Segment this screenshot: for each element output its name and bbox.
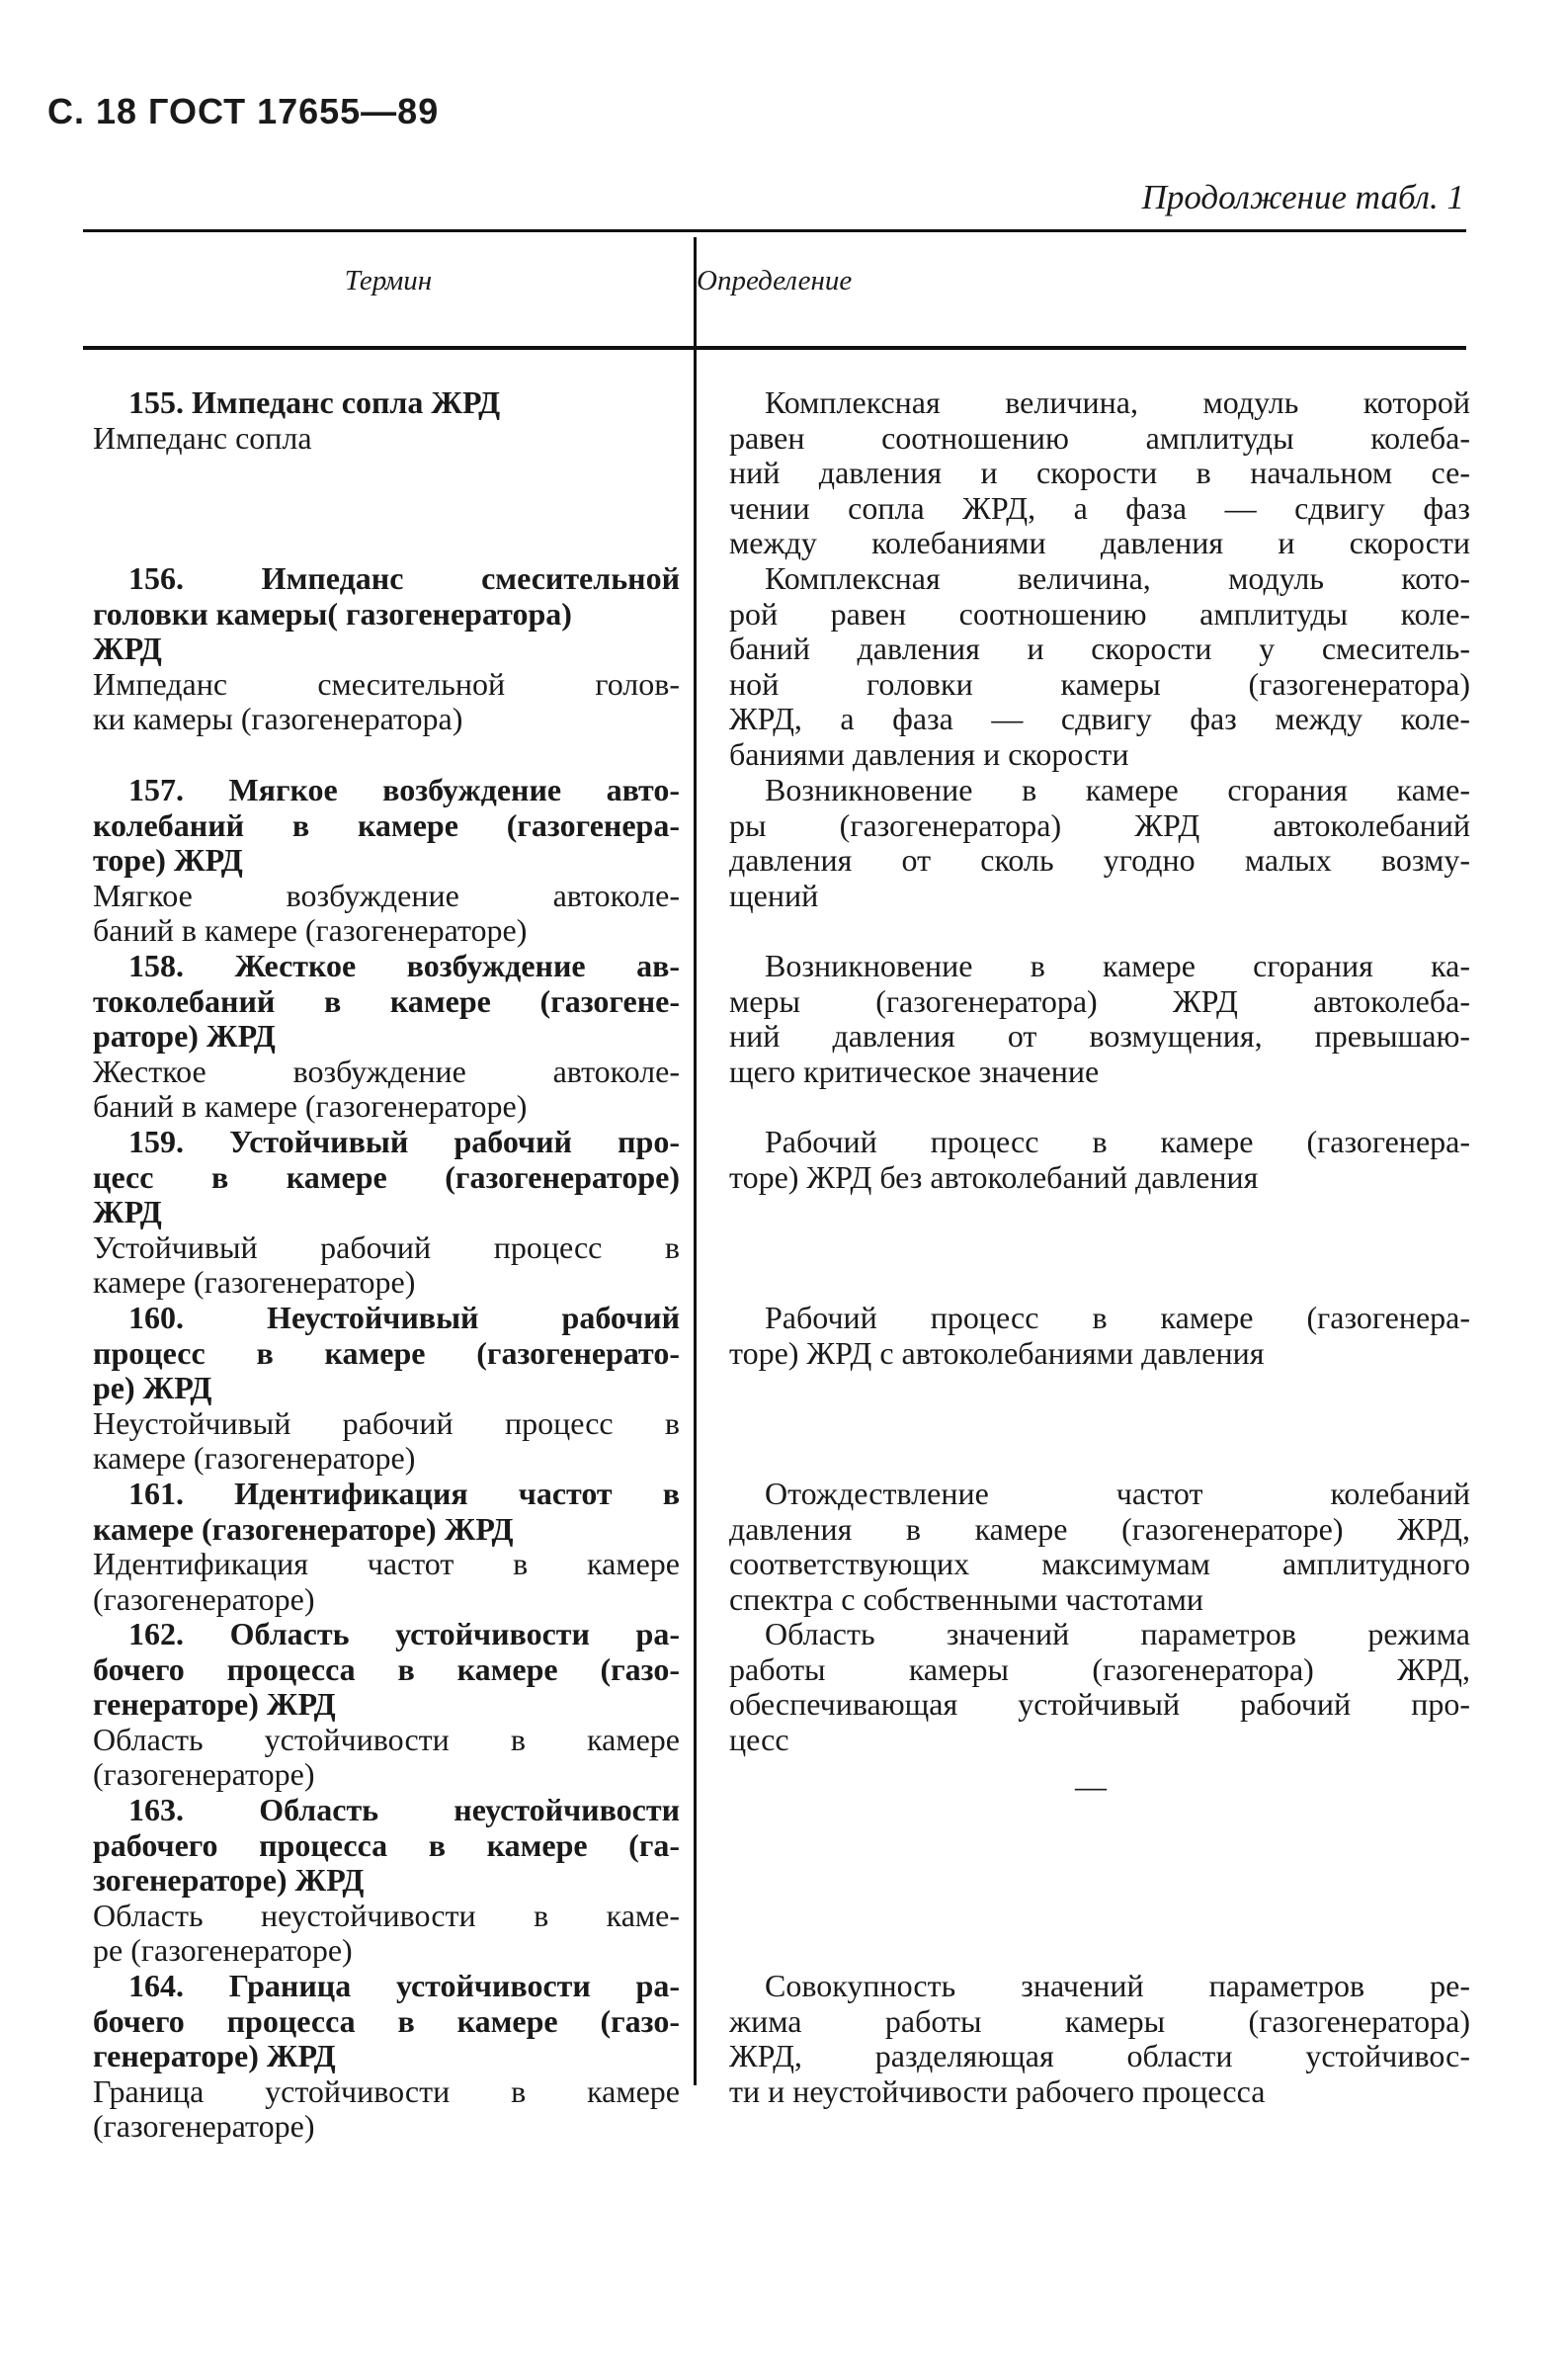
term-title-line: 162. Область устойчивости ра- bbox=[128, 1616, 680, 1651]
term-title-line: 161. Идентификация частот в bbox=[128, 1476, 680, 1511]
definition-158 bbox=[729, 949, 1470, 1089]
term-synonym-line: Область неустойчивости в каме- bbox=[93, 1897, 680, 1933]
definition-157 bbox=[729, 773, 1470, 913]
term-title-line: 160. Неустойчивый рабочий bbox=[128, 1300, 680, 1335]
column-divider bbox=[694, 237, 697, 2085]
definition-line: спектра с собственными частотами bbox=[729, 1580, 1203, 1617]
definition-line: баниями давления и скорости bbox=[729, 735, 1129, 772]
term-synonym-line: Граница устойчивости в камере bbox=[93, 2072, 680, 2109]
term-synonym-line: Жесткое возбуждение автоколе- bbox=[93, 1053, 680, 1089]
term-title-line: ЖРД bbox=[93, 1194, 162, 1230]
definition-line: Комплексная величина, модуль которой bbox=[765, 384, 1470, 420]
term-synonym-line: (газогенераторе) bbox=[93, 2108, 315, 2145]
term-synonym-line: Устойчивый рабочий процесс в bbox=[93, 1228, 680, 1265]
term-161 bbox=[93, 1477, 680, 1617]
term-title-line: 157. Мягкое возбуждение авто- bbox=[128, 772, 680, 807]
definition-line: работы камеры (газогенератора) ЖРД, bbox=[729, 1650, 1470, 1687]
term-title-line: бочего процесса в камере (газо- bbox=[93, 1650, 680, 1687]
term-156 bbox=[93, 561, 680, 737]
term-title-line: ре) ЖРД bbox=[93, 1370, 212, 1406]
table-top-rule bbox=[83, 229, 1466, 232]
definition-line: ры (газогенератора) ЖРД автоколебаний bbox=[729, 806, 1470, 843]
term-title-line: 164. Граница устойчивости ра- bbox=[128, 1968, 680, 2003]
definition-line: ти и неустойчивости рабочего процесса bbox=[729, 2072, 1266, 2109]
definition-line: меры (газогенератора) ЖРД автоколеба- bbox=[729, 982, 1470, 1019]
term-164 bbox=[93, 1969, 680, 2145]
definition-line: равен соотношению амплитуды колеба- bbox=[729, 419, 1470, 456]
term-163 bbox=[93, 1793, 680, 1969]
term-synonym-line: камере (газогенераторе) bbox=[93, 1264, 416, 1301]
term-synonym-line: баний в камере (газогенераторе) bbox=[93, 1088, 528, 1125]
term-synonym-line: Область устойчивости в камере bbox=[93, 1721, 680, 1757]
term-synonym-line: Мягкое возбуждение автоколе- bbox=[93, 877, 680, 913]
definition-164 bbox=[729, 1969, 1470, 2109]
term-title-line: рабочего процесса в камере (га- bbox=[93, 1826, 680, 1863]
definition-line: давления в камере (газогенераторе) ЖРД, bbox=[729, 1510, 1470, 1547]
definition-156 bbox=[729, 561, 1470, 773]
term-162 bbox=[93, 1617, 680, 1793]
term-title-line: зогенераторе) ЖРД bbox=[93, 1862, 365, 1899]
table-header-rule bbox=[83, 346, 1466, 350]
term-synonym-line: камере (газогенераторе) bbox=[93, 1440, 416, 1477]
definition-line: Возникновение в камере сгорания каме- bbox=[765, 772, 1470, 807]
column-header-term: Термин bbox=[344, 265, 433, 296]
column-header-definition: Определение bbox=[697, 265, 853, 296]
definition-line: торе) ЖРД с автоколебаниями давления bbox=[729, 1334, 1265, 1371]
term-title-line: токолебаний в камере (газогене- bbox=[93, 982, 680, 1019]
term-title-line: 159. Устойчивый рабочий про- bbox=[128, 1124, 680, 1159]
term-title-line: камере (газогенераторе) ЖРД bbox=[93, 1510, 514, 1547]
term-title-line: 163. Область неустойчивости bbox=[128, 1792, 680, 1827]
term-157 bbox=[93, 773, 680, 949]
term-title-line: раторе) ЖРД bbox=[93, 1018, 276, 1055]
term-synonym-line: Идентификация частот в камере bbox=[93, 1546, 680, 1582]
term-title-line: колебаний в камере (газогенера- bbox=[93, 806, 680, 843]
term-synonym-line: (газогенераторе) bbox=[93, 1580, 315, 1617]
definition-line: торе) ЖРД без автоколебаний давления bbox=[729, 1158, 1259, 1195]
term-title-line: генераторе) ЖРД bbox=[93, 1686, 336, 1723]
term-synonym-line: Импеданс смесительной голов- bbox=[93, 665, 680, 702]
term-title-line: головки камеры( газогенератора) bbox=[93, 595, 572, 632]
definition-161 bbox=[729, 1477, 1470, 1617]
definition-160 bbox=[729, 1301, 1470, 1371]
term-synonym-line: ре (газогенераторе) bbox=[93, 1932, 353, 1969]
definition-line: Совокупность значений параметров ре- bbox=[765, 1968, 1470, 2003]
term-title-line: 155. Импеданс сопла ЖРД bbox=[128, 384, 501, 420]
term-title-line: генераторе) ЖРД bbox=[93, 2038, 336, 2074]
definition-line: соответствующих максимумам амплитудного bbox=[729, 1546, 1470, 1582]
term-synonym-line: ки камеры (газогенератора) bbox=[93, 701, 463, 737]
definition-line: цесс bbox=[729, 1721, 789, 1757]
term-synonym-line: Неустойчивый рабочий процесс в bbox=[93, 1404, 680, 1441]
term-title-line: процесс в камере (газогенерато- bbox=[93, 1334, 680, 1371]
term-title-line: бочего процесса в камере (газо- bbox=[93, 2002, 680, 2039]
definition-line: ЖРД, а фаза — сдвигу фаз между коле- bbox=[729, 701, 1470, 737]
term-title-line: цесс в камере (газогенераторе) bbox=[93, 1158, 680, 1195]
term-title-line: 156. Импеданс смесительной bbox=[128, 560, 680, 596]
definition-line: Отождествление частот колебаний bbox=[765, 1476, 1470, 1511]
term-title-line: ЖРД bbox=[93, 631, 162, 667]
page-header: С. 18 ГОСТ 17655—89 bbox=[47, 91, 440, 131]
definition-line: ной головки камеры (газогенератора) bbox=[729, 665, 1470, 702]
term-title-line: 158. Жесткое возбуждение ав- bbox=[128, 948, 680, 983]
definition-159 bbox=[729, 1125, 1470, 1195]
table-continuation-label: Продолжение табл. 1 bbox=[1141, 178, 1464, 216]
term-title-line: торе) ЖРД bbox=[93, 842, 243, 879]
definition-line: ний давления от возмущения, превышаю- bbox=[729, 1018, 1470, 1055]
definition-155 bbox=[729, 385, 1470, 561]
definition-line: обеспечивающая устойчивый рабочий про- bbox=[729, 1686, 1470, 1723]
definition-line: Рабочий процесс в камере (газогенера- bbox=[765, 1300, 1470, 1335]
term-159 bbox=[93, 1125, 680, 1301]
definition-line: между колебаниями давления и скорости bbox=[729, 525, 1470, 561]
definition-line: Возникновение в камере сгорания ка- bbox=[765, 948, 1470, 983]
definition-line: давления от сколь угодно малых возму- bbox=[729, 842, 1470, 879]
definition-line: жима работы камеры (газогенератора) bbox=[729, 2002, 1470, 2039]
definition-line: ний давления и скорости в начальном се- bbox=[729, 455, 1470, 491]
definition-line: щего критическое значение bbox=[729, 1053, 1100, 1089]
term-synonym-line: Импеданс сопла bbox=[93, 419, 312, 456]
definition-162 bbox=[729, 1617, 1470, 1757]
definition-line: щений bbox=[729, 877, 819, 913]
definition-163-dash: — bbox=[1075, 1768, 1107, 1804]
term-155 bbox=[93, 385, 680, 456]
definition-line: Комплексная величина, модуль кото- bbox=[765, 560, 1470, 596]
term-synonym-line: баний в камере (газогенераторе) bbox=[93, 912, 528, 949]
term-160 bbox=[93, 1301, 680, 1477]
definition-line: чении сопла ЖРД, а фаза — сдвигу фаз bbox=[729, 489, 1470, 526]
definition-line: рой равен соотношению амплитуды коле- bbox=[729, 595, 1470, 632]
term-158 bbox=[93, 949, 680, 1125]
definition-line: Область значений параметров режима bbox=[765, 1616, 1470, 1651]
definition-line: Рабочий процесс в камере (газогенера- bbox=[765, 1124, 1470, 1159]
definition-line: баний давления и скорости у смеситель- bbox=[729, 631, 1470, 667]
definition-line: ЖРД, разделяющая области устойчивос- bbox=[729, 2038, 1470, 2074]
term-synonym-line: (газогенераторе) bbox=[93, 1756, 315, 1793]
